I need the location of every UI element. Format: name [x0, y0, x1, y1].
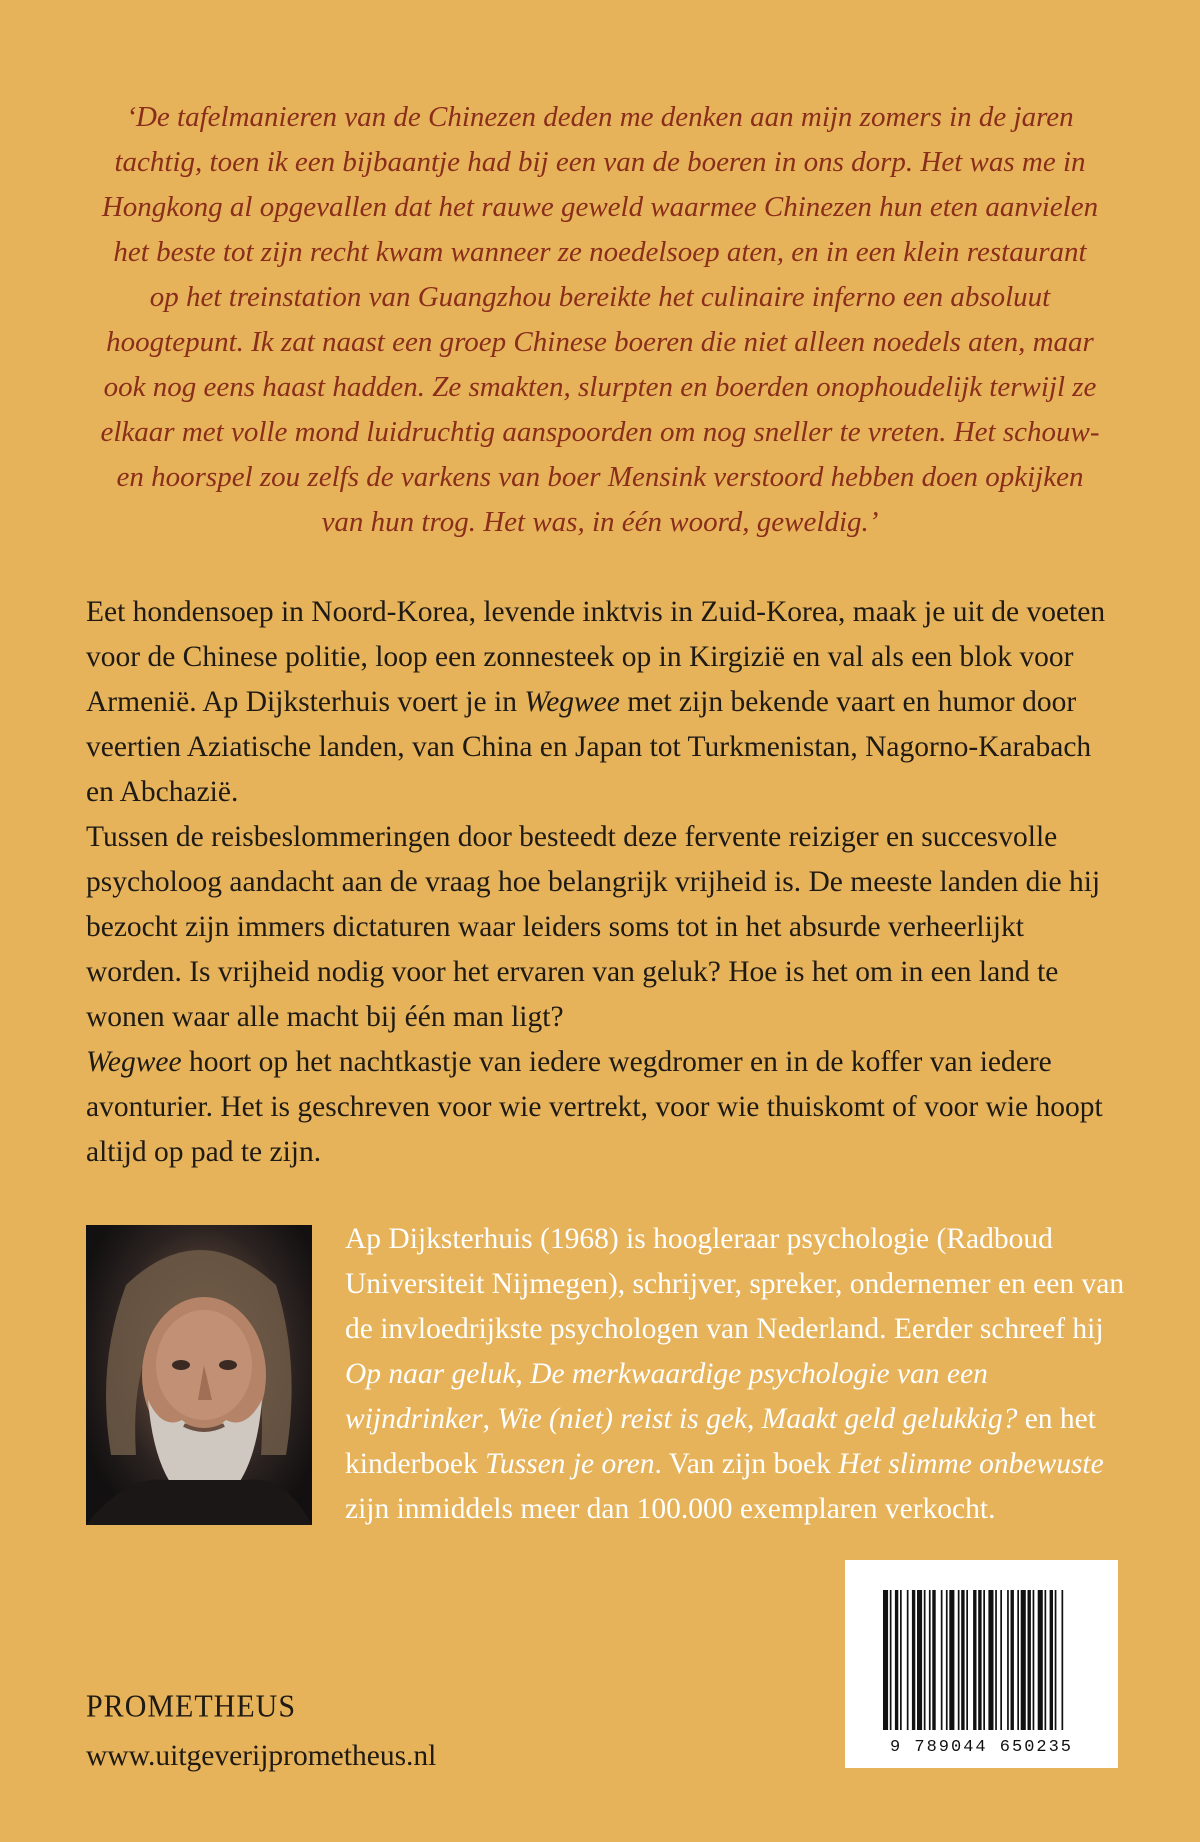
blurb-paragraph-2: Tussen de reisbeslommeringen door besteedt deze fervente reiziger en succesvolle psycholoog aandacht aan de vraag hoe belangrijk vrijheid is. De meeste landen die hij bezocht zijn immers dictaturen waar leiders soms tot in het absurde verheerlijkt worden. Is vrijheid nodig voor het ervaren van geluk? Hoe is het om in een land te wonen waar alle macht bij één man ligt?: [86, 821, 1101, 1033]
author-bio: [345, 1217, 1125, 1532]
book-title-wegwee: Wegwee: [86, 1046, 182, 1078]
blurb-p3-text: hoort op het nachtkastje van iedere wegdromer en in de koffer van iedere avonturier. Het is geschreven voor wie vertrekt, voor wie thuiskomt of voor wie hoopt altijd op pad te zijn.: [86, 1046, 1103, 1168]
bio-text: . Van zijn boek: [654, 1448, 839, 1480]
author-portrait-icon: [86, 1225, 312, 1525]
back-cover-quote: [100, 95, 1100, 545]
barcode-icon: [845, 1560, 1118, 1768]
bio-separator: ,: [747, 1403, 762, 1435]
bio-outro: zijn inmiddels meer dan 100.000 exemplaren verkocht.: [345, 1493, 996, 1525]
isbn-barcode: [845, 1560, 1118, 1768]
bio-separator: ,: [482, 1403, 498, 1435]
publisher-website[interactable]: www.uitgeverijprometheus.nl: [86, 1740, 437, 1772]
blurb-paragraph-1: [86, 590, 1126, 815]
book-blurb: [86, 590, 1126, 1175]
bio-text: en het kinderboek: [345, 1403, 1096, 1480]
blurb-p1-start: Eet hondensoep in Noord-Korea, levende inktvis in Zuid-Korea, maak je uit de voeten voor de Chinese politie, loop een zonnesteek op in Kirgizië en val als een blok voor Armenië. Ap Dijksterhuis voert je in: [86, 596, 1106, 718]
barcode-number: 9 789044 650235: [889, 1738, 1074, 1757]
bio-separator: ,: [515, 1358, 531, 1390]
bio-book-title: Op naar geluk: [345, 1358, 516, 1390]
author-bio-text: [345, 1217, 1125, 1532]
quote-text: ‘De tafelmanieren van de Chinezen deden me denken aan mijn zomers in de jaren tachtig, toen ik een bijbaantje had bij een van de boeren in ons dorp. Het was me in Hongkong al opgevallen dat het rauwe geweld waarmee Chinezen hun eten aanvielen het beste tot zijn recht kwam wanneer ze noedelsoep aten, en in een klein restaurant op het treinstation van Guangzhou bereikte het culinaire inferno een absoluut hoogtepunt. Ik zat naast een groep Chinese boeren die niet alleen noedels aten, maar ook nog eens haast hadden. Ze smakten, slurpten en boerden onophoudelijk terwijl ze elkaar met volle mond luidruchtig aanspoorden om nog sneller te vreten. Het schouw- en hoorspel zou zelfs de varkens van boer Mensink verstoord hebben doen opkijken van hun trog. Het was, in één woord, geweldig.’: [100, 101, 1100, 538]
bio-intro: Ap Dijksterhuis (1968) is hoogleraar psychologie (Radboud Universiteit Nijmegen), schrijver, spreker, ondernemer en een van de invloedrijkste psychologen van Nederland. Eerder schreef hij: [345, 1223, 1125, 1345]
blurb-paragraph-3: [86, 1040, 1126, 1175]
bio-book-title: Het slimme onbewuste: [838, 1448, 1104, 1480]
publisher-logo: PROMETHEUS: [86, 1689, 297, 1724]
author-photo: [86, 1225, 312, 1525]
bio-book-title: Maakt geld gelukkig?: [761, 1403, 1018, 1435]
bio-book-title: Wie (niet) reist is gek: [497, 1403, 748, 1435]
book-title-wegwee: Wegwee: [524, 686, 620, 718]
bio-book-title: Tussen je oren: [485, 1448, 655, 1480]
blurb-p1-end: met zijn bekende vaart en humor door veertien Aziatische landen, van China en Japan tot Turkmenistan, Nagorno-Karabach en Abchazië.: [86, 686, 1092, 808]
bio-book-title: De merkwaardige psychologie van een wijndrinker: [345, 1358, 988, 1435]
